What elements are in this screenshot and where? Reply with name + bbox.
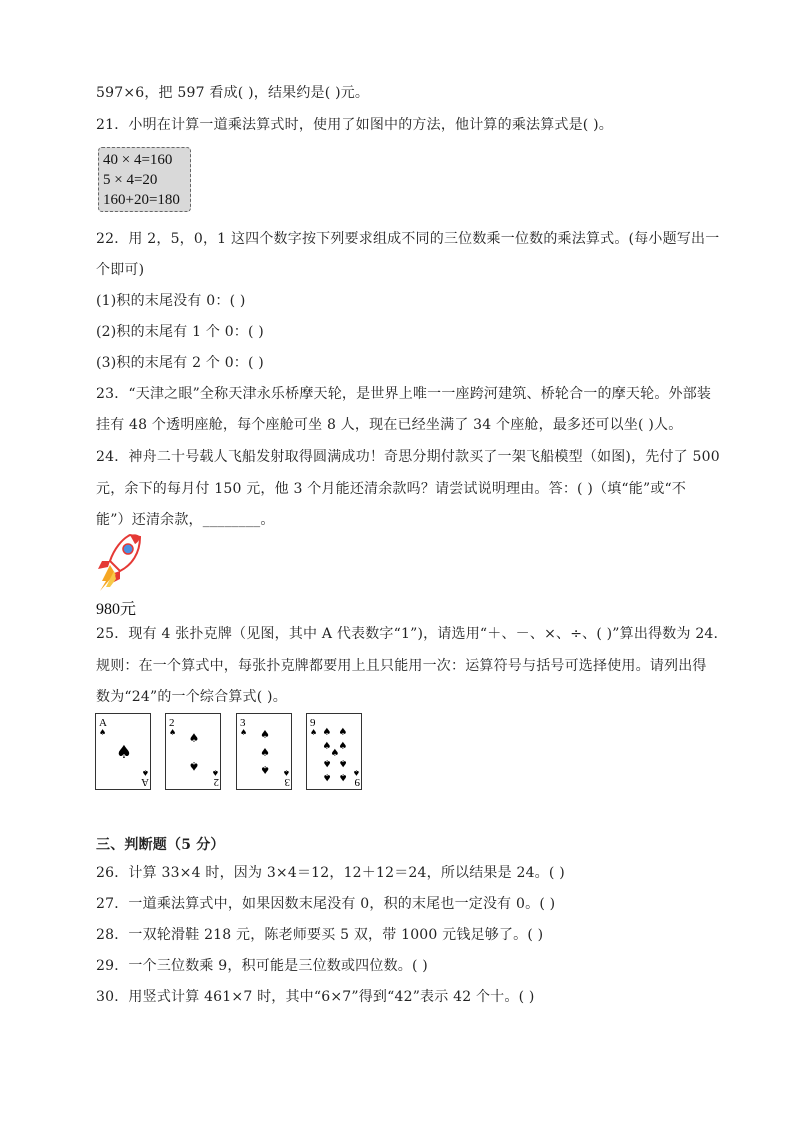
text-line-597: 597×6，把 597 看成( )，结果约是( )元。 [96,85,370,101]
card-suit-top: ♠ [99,728,107,737]
playing-card-2-spades [165,713,221,790]
question-28: 28．一双轮滑鞋 218 元，陈老师要买 5 双，带 1000 元钱足够了。( ) [96,927,544,943]
card-pip: ♠ [188,759,200,773]
card-rank-bottom: A [141,776,149,788]
calc-row-3: 160+20=180 [103,192,180,208]
question-25-line-3: 数为“24”的一个综合算式( )。 [96,689,287,705]
question-24-line-2: 元，余下的每月付 150 元，他 3 个月能还清余款吗？请尝试说明理由。答：( )（填“能”或“不 [96,481,687,497]
card-suit-bottom: ♠ [282,768,290,777]
card-suit-bottom: ♠ [211,768,219,777]
card-pip: ♠ [260,763,270,776]
question-26: 26．计算 33×4 时，因为 3×4＝12，12＋12＝24，所以结果是 24。( ) [96,865,565,881]
card-suit-top: ♠ [240,728,248,737]
card-pip: ♠ [260,728,270,741]
card-rank-bottom: 2 [213,776,219,788]
question-29: 29．一个三位数乘 9，积可能是三位数或四位数。( ) [96,958,428,974]
card-pip: ♠ [260,746,270,759]
card-pip: ♠ [322,771,332,782]
playing-card-3-spades [236,713,292,790]
card-pip: ♠ [338,727,348,738]
playing-card-9-spades [306,713,362,790]
card-rank-top: 9 [310,717,316,729]
question-22-line-2: 个即可) [96,262,145,278]
calculation-box [98,147,191,212]
question-30: 30．用竖式计算 461×7 时，其中“6×7”得到“42”表示 42 个十。( ) [96,989,535,1005]
question-22-part-3: (3)积的末尾有 2 个 0：( ) [96,355,264,371]
question-23-line-2: 挂有 48 个透明座舱，每个座舱可坐 8 人，现在已经坐满了 34 个座舱，最多还可以坐( )人。 [96,417,683,433]
calc-row-2: 5 × 4=20 [103,172,158,188]
card-rank-top: A [99,717,107,729]
question-25-line-2: 规则：在一个算式中，每张扑克牌都要用上且只能用一次：运算符号与括号可选择使用。请列出得 [96,658,707,674]
question-27: 27．一道乘法算式中，如果因数末尾没有 0，积的末尾也一定没有 0。( ) [96,896,556,912]
card-suit-top: ♠ [169,728,177,737]
card-suit-bottom: ♠ [352,768,360,777]
card-rank-top: 3 [240,717,246,729]
section-3-title: 三、判断题（5 分） [96,837,225,853]
card-pip: ♠ [322,727,332,738]
question-21: 21．小明在计算一道乘法算式时，使用了如图中的方法，他计算的乘法算式是( )。 [96,117,613,133]
card-rank-top: 2 [169,717,175,729]
card-suit-top: ♠ [310,728,318,737]
question-22-line-1: 22．用 2，5，0，1 这四个数字按下列要求组成不同的三位数乘一位数的乘法算式。(每小题写出一 [96,231,720,247]
card-suit-bottom: ♠ [141,768,149,777]
question-23-line-1: 23．“天津之眼”全称天津永乐桥摩天轮，是世界上唯一一座跨河建筑、桥轮合一的摩天轮。外部装 [96,386,712,402]
card-pip: ♠ [322,757,332,768]
question-24-line-3: 能”）还清余款，________。 [96,512,275,528]
calc-row-1: 40 × 4=160 [103,152,173,168]
question-22-part-2: (2)积的末尾有 1 个 0：( ) [96,324,264,340]
card-rank-bottom: 9 [354,776,360,788]
card-rank-bottom: 3 [284,776,290,788]
card-pip: ♠ [338,741,348,752]
question-24-line-1: 24．神舟二十号载人飞船发射取得圆满成功！奇思分期付款买了一架飞船模型（如图)，先付了 500 [96,449,720,465]
card-pip: ♠ [322,741,332,752]
card-pip: ♠ [330,748,340,759]
playing-card-a-spades [95,713,151,790]
question-22-part-1: (1)积的末尾没有 0：( ) [96,293,246,309]
rocket-model-image [92,531,142,597]
rocket-price-label: 980元 [96,601,137,618]
card-pip: ♠ [338,771,348,782]
card-center-suit: ♠ [115,742,133,763]
question-25-line-1: 25．现有 4 张扑克牌（见图，其中 A 代表数字“1”)，请选用“＋、－、×、÷、( )”算出得数为 24. [96,626,719,642]
card-pip: ♠ [338,757,348,768]
card-pip: ♠ [188,731,200,745]
